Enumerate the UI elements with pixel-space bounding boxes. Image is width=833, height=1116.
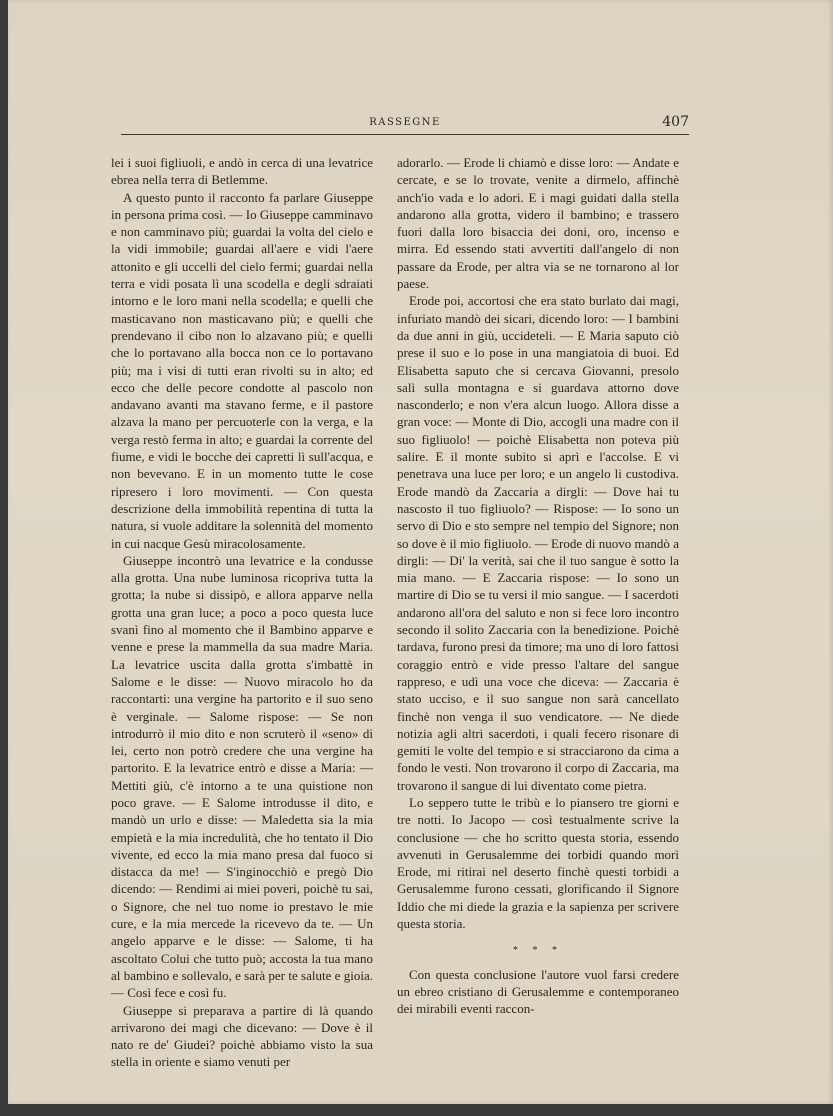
- paragraph: adorarlo. — Erode li chiamò e disse loro: — Andate e cercate, e se lo trovate, venite a dirmelo, affinchè anch'io vada e lo adori. E i magi guidati dalla stella andarono alla grotta, videro il bambino; e trassero fuori dalla loro bisaccia dei doni, oro, incenso e mirra. Ed essendo stati avvertiti dall'angelo di non passare da Erode, per altra via se ne tornarono al lor paese.: [397, 155, 679, 292]
- paragraph: Erode poi, accortosi che era stato burlato dai magi, infuriato mandò dei sicari, dicendo loro: — I bambini da due anni in giù, uccideteli. — E Maria saputo ciò prese il suo e lo pose in una mangiatoia di buoi. Ed Elisabetta saputo che si cercava Giovanni, presolo salì sulla montagna e si guardava attorno dove nasconderlo; e non v'era alcun luogo. Allora disse a gran voce: — Monte di Dio, accogli una madre con il suo figliuolo! — poichè Elisabetta non poteva più salire. E il monte subito si aprì e l'accolse. E vi penetrava una luce per loro; e un angelo li custodiva. Erode mandò da Zaccaria a dirgli: — Dove hai tu nascosto il tuo figliuolo? — Rispose: — Io sono un servo di Dio e sto sempre nel tempio del Signore; non so dove è il mio figliuolo. — Erode di nuovo mandò a dirgli: — Di' la verità, sai che il tuo sangue è sotto la mia mano. — E Zaccaria rispose: — Io sono un martire di Dio se tu versi il mio sangue. — I sacerdoti andarono all'ora del saluto e non si fece loro incontro secondo il solito Zaccaria con la benedizione. Poichè tardava, furono presi da timore; ma uno di loro fattosi coraggio entrò e vide presso l'altare del sangue rappreso, e udì una voce che diceva: — Zaccaria è stato ucciso, e il suo sangue non sarà cancellato finchè non venga il suo vendicatore. — Ne diede notizia agli altri sacerdoti, i quali fecero risonare di gemiti le volte del tempio e si stracciarono da cima a fondo le vesti. Non trovarono il corpo di Zaccaria, ma trovarono il sangue di lui diventato come pietra.: [397, 293, 679, 793]
- left-text-column: [111, 154, 373, 1071]
- paragraph: Con questa conclusione l'autore vuol farsi credere un ebreo cristiano di Gerusalemme e contemporaneo dei mirabili eventi raccon-: [397, 966, 679, 1017]
- running-title: RASSEGNE: [369, 117, 441, 128]
- section-separator: * * *: [513, 945, 563, 957]
- paragraph: Giuseppe incontrò una levatrice e la condusse alla grotta. Una nube luminosa ricopriva tutta la grotta; la nube si dissipò, e allora apparve nella grotta una gran luce; a poco a poco questa luce svanì fino al momento che il Bambino apparve e venne e prese la mammella da sua madre Maria. La levatrice uscita dalla grotta s'imbattè in Salome e le disse: — Nuovo miracolo ho da raccontarti: una vergine ha partorito e il suo seno è verginale. — Salome rispose: — Se non introdurrò il mio dito e non scruterò il «seno» di lei, certo non potrò credere che una vergine ha partorito. E la levatrice entrò e disse a Maria: — Mettiti giù, c'è intorno a te una quistione non poco grave. — E Salome introdusse il dito, e mandò un urlo e disse: — Maledetta sia la mia empietà e la mia incredulità, che ho tentato il Dio vivente, ed ecco la mia mano presa dal fuoco si distacca da me! — S'inginocchiò e pregò Dio dicendo: — Rendimi ai miei poveri, poichè tu sai, o Signore, che nel tuo nome io prestavo le mie cure, e la mia mercede la ricevevo da te. — Un angelo apparve e le disse: — Salome, ti ha ascoltato Colui che tutto può; accosta la tua mano al bambino e sollevalo, e sarà per te salute e gioia. — Così fece e così fu.: [111, 552, 373, 1001]
- right-text-column: [397, 154, 679, 1018]
- page-number: 407: [662, 114, 689, 130]
- paragraph: A questo punto il racconto fa parlare Giuseppe in persona prima così. — Io Giuseppe camminavo e non camminavo più; guardai la volta del cielo e la vidi immobile; guardai all'aere e vidi l'aere attonito e gli uccelli del cielo fermi; guardai nella terra e vidi posata lì una scodella e degli sdraiati intorno e le loro mani nella scodella; e quelli che masticavano non masticavano più; e quelli che prendevano il cibo non lo alzavano più; e quelli che lo portavano alla bocca non ce lo portavano più; ma i visi di tutti eran rivolti su in alto; ed ecco che delle pecore condotte al pascolo non andavano avanti ma stavano ferme, e il pastore alzava la mano per percuoterle con la verga, e la verga restò ferma in alto; e guardai la corrente del fiume, e vidi le bocche dei capretti lì sull'acqua, e non bevevano. E in un momento tutte le cose ripresero i loro movimenti. — Con questa descrizione della immobilità repentina di tutta la natura, si vuole additare la solennità del momento in cui nacque Gesù miracolosamente.: [111, 189, 373, 551]
- header-rule: [121, 134, 689, 135]
- running-header: [121, 116, 689, 136]
- paragraph: Giuseppe si preparava a partire di là quando arrivarono dei magi che dicevano: — Dove è il nato re de' Giudei? poichè abbiamo visto la sua stella in oriente e siamo venuti per: [111, 1002, 373, 1070]
- paragraph: Lo seppero tutte le tribù e lo piansero tre giorni e tre notti. Io Jacopo — così testualmente scrive la conclusione — che ho scritto questa storia, essendo avvenuti in Gerusalemme dei torbidi quando morì Erode, mi ritirai nel deserto finchè questi torbidi a Gerusalemme furono cessati, glorificando il Signore Iddio che mi diede la grazia e la sapienza per scrivere questa storia.: [397, 794, 679, 932]
- paragraph: lei i suoi figliuoli, e andò in cerca di una levatrice ebrea nella terra di Betlemme.: [111, 155, 373, 188]
